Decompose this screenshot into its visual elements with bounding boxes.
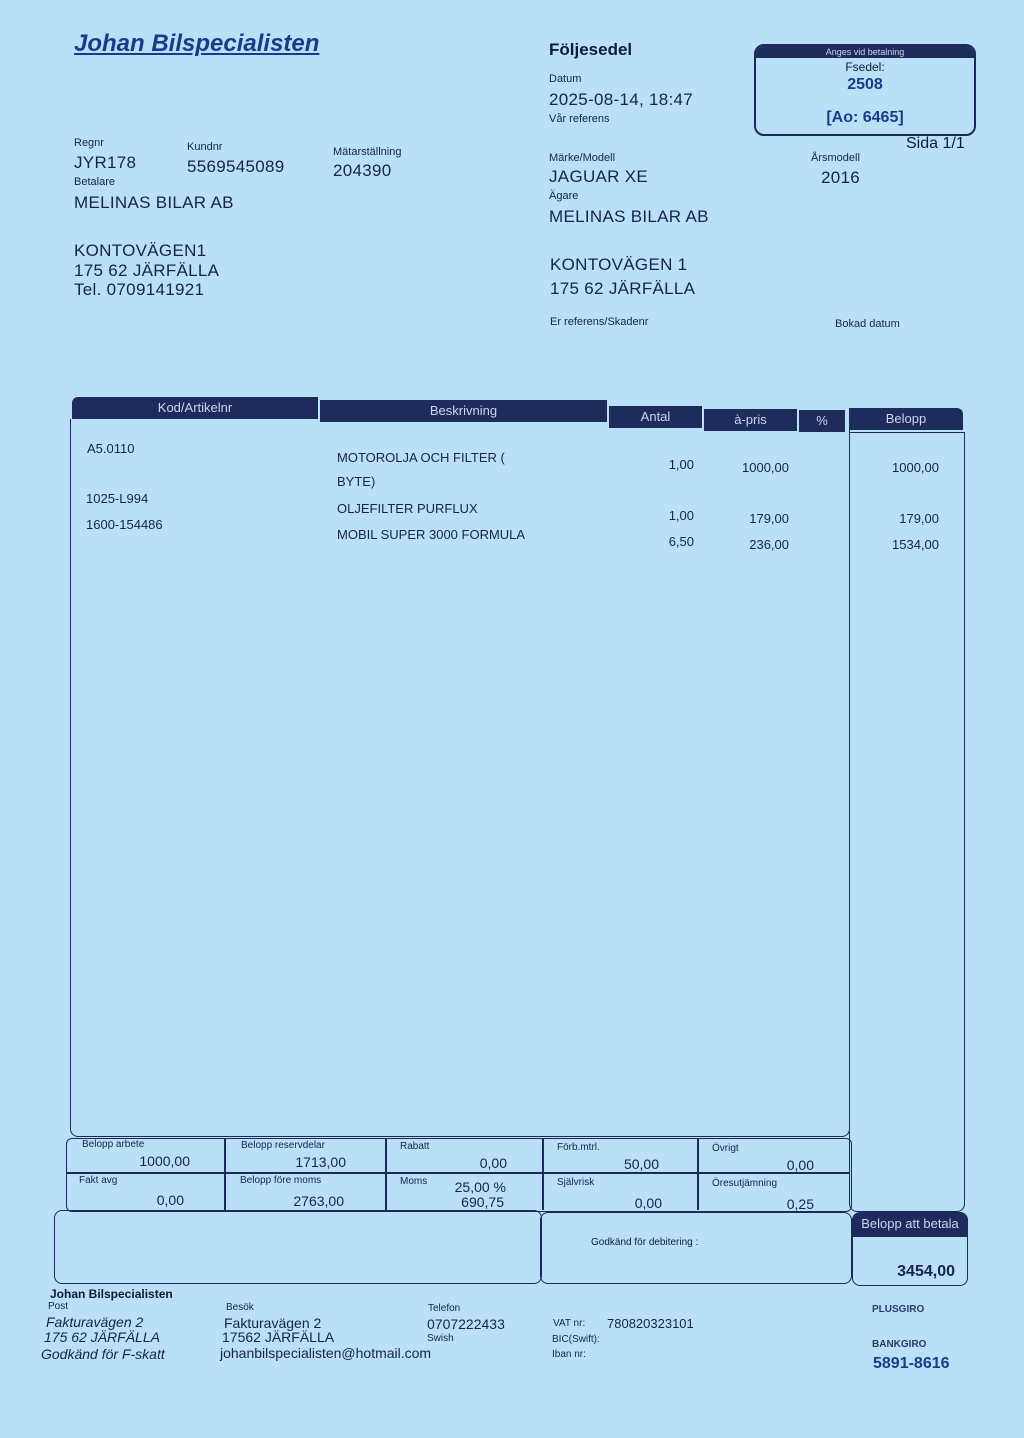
labor-amount-label: Belopp arbete bbox=[82, 1139, 145, 1150]
footer-company: Johan Bilspecialisten bbox=[50, 1287, 173, 1301]
supplies-value: 50,00 bbox=[623, 1156, 659, 1172]
odometer-label: Mätarställning bbox=[333, 146, 402, 158]
date-value: 2025-08-14, 18:47 bbox=[549, 90, 694, 109]
total-due-label: Belopp att betala bbox=[853, 1213, 967, 1237]
summary-col-divider bbox=[697, 1138, 699, 1210]
other-label: Övrigt bbox=[712, 1143, 739, 1154]
regnr-label: Regnr bbox=[74, 137, 104, 149]
vat-label: Moms bbox=[400, 1176, 428, 1187]
make-model-value: JAGUAR XE bbox=[549, 167, 649, 186]
column-unit-price-header: à-pris bbox=[704, 409, 797, 431]
footer-plusgiro-label: PLUSGIRO bbox=[872, 1304, 925, 1315]
owner-name: MELINAS BILAR AB bbox=[549, 207, 709, 226]
odometer-value: 204390 bbox=[333, 161, 392, 180]
claim-reference-label: Er referens/Skadenr bbox=[550, 316, 649, 328]
payer-address-city: 175 62 JÄRFÄLLA bbox=[74, 261, 220, 280]
footer-visit-city: 17562 JÄRFÄLLA bbox=[222, 1329, 335, 1345]
column-code-header: Kod/Artikelnr bbox=[72, 397, 318, 419]
approval-label: Godkänd för debitering : bbox=[591, 1237, 699, 1248]
payer-phone: Tel. 0709141921 bbox=[74, 280, 205, 299]
deductible-value: 0,00 bbox=[634, 1195, 662, 1211]
kundnr-value: 5569545089 bbox=[187, 157, 285, 176]
row-2-amount: 179,00 bbox=[899, 511, 939, 526]
discount-value: 0,00 bbox=[479, 1155, 507, 1171]
pre-vat-label: Belopp före moms bbox=[240, 1175, 322, 1186]
fsedel-label: Fsedel: bbox=[845, 60, 885, 74]
rounding-label: Öresutjämning bbox=[712, 1178, 778, 1189]
footer-post-street: Fakturavägen 2 bbox=[46, 1314, 144, 1330]
vat-percent: 25,00 % bbox=[454, 1179, 506, 1195]
document-type: Följesedel bbox=[549, 40, 633, 59]
owner-address-city: 175 62 JÄRFÄLLA bbox=[550, 279, 696, 298]
make-model-label: Märke/Modell bbox=[549, 152, 616, 164]
row-1-description: MOTOROLJA OCH FILTER ( bbox=[337, 450, 505, 465]
payer-label: Betalare bbox=[74, 176, 115, 188]
footer-bankgiro-label: BANKGIRO bbox=[872, 1339, 927, 1350]
footer-bankgiro-number: 5891-8616 bbox=[873, 1355, 950, 1372]
row-3-code: 1600-154486 bbox=[86, 517, 163, 532]
our-reference-label: Vår referens bbox=[549, 113, 610, 125]
footer-visit-label: Besök bbox=[226, 1302, 254, 1313]
footer-vat-number: 780820323101 bbox=[607, 1316, 694, 1331]
rounding-value: 0,25 bbox=[786, 1196, 814, 1212]
pre-vat-amount: 2763,00 bbox=[293, 1193, 344, 1209]
footer-visit-street: Fakturavägen 2 bbox=[224, 1315, 322, 1331]
owner-address-street: KONTOVÄGEN 1 bbox=[550, 255, 688, 274]
row-2-quantity: 1,00 bbox=[668, 508, 694, 523]
total-due-box bbox=[852, 1212, 968, 1286]
payment-reference-box bbox=[754, 44, 976, 136]
footer-post-city: 175 62 JÄRFÄLLA bbox=[44, 1329, 160, 1345]
supplies-label: Förb.mtrl. bbox=[557, 1142, 600, 1153]
footer-post-label: Post bbox=[48, 1301, 69, 1312]
fsedel-number: 2508 bbox=[847, 76, 883, 93]
row-1-quantity: 1,00 bbox=[668, 457, 694, 472]
column-percent-header: % bbox=[799, 410, 845, 432]
invoice-fee-label: Fakt avg bbox=[79, 1175, 118, 1186]
payer-name: MELINAS BILAR AB bbox=[74, 193, 234, 212]
column-amount-header: Belopp bbox=[849, 408, 963, 430]
row-3-amount: 1534,00 bbox=[892, 537, 939, 552]
invoice-fee: 0,00 bbox=[156, 1192, 184, 1208]
row-2-code: 1025-L994 bbox=[86, 491, 149, 506]
summary-col-divider bbox=[224, 1138, 226, 1210]
booked-date-label: Bokad datum bbox=[835, 318, 900, 330]
footer-bic-label: BIC(Swift): bbox=[552, 1334, 600, 1345]
model-year-value: 2016 bbox=[821, 168, 861, 187]
row-1-amount: 1000,00 bbox=[892, 460, 939, 475]
column-quantity-header: Antal bbox=[609, 406, 702, 428]
discount-label: Rabatt bbox=[400, 1141, 430, 1152]
row-3-quantity: 6,50 bbox=[668, 534, 694, 549]
parts-amount-label: Belopp reservdelar bbox=[241, 1140, 325, 1151]
footer-fskatt: Godkänd för F-skatt bbox=[41, 1346, 165, 1362]
owner-label: Ägare bbox=[549, 190, 579, 202]
row-3-description: MOBIL SUPER 3000 FORMULA bbox=[337, 527, 526, 542]
regnr-value: JYR178 bbox=[74, 153, 137, 172]
row-3-unit-price: 236,00 bbox=[749, 537, 789, 552]
row-2-unit-price: 179,00 bbox=[749, 511, 789, 526]
notes-box bbox=[54, 1210, 542, 1284]
kundnr-label: Kundnr bbox=[187, 141, 223, 153]
column-description-header: Beskrivning bbox=[320, 400, 607, 422]
row-1-unit-price: 1000,00 bbox=[742, 460, 789, 475]
approval-box bbox=[540, 1212, 852, 1284]
other-value: 0,00 bbox=[786, 1157, 814, 1173]
summary-col-divider bbox=[542, 1138, 544, 1210]
footer-vat-label: VAT nr: bbox=[553, 1318, 586, 1329]
footer-phone: 0707222433 bbox=[427, 1316, 505, 1332]
page-number: Sida 1/1 bbox=[906, 135, 965, 152]
footer-iban-label: Iban nr: bbox=[552, 1349, 586, 1360]
model-year-label: Årsmodell bbox=[811, 152, 860, 164]
labor-amount: 1000,00 bbox=[139, 1153, 190, 1169]
deductible-label: Självrisk bbox=[557, 1177, 595, 1188]
company-name: Johan Bilspecialisten bbox=[74, 30, 320, 57]
footer-phone-label: Telefon bbox=[428, 1303, 461, 1314]
parts-amount: 1713,00 bbox=[295, 1154, 346, 1170]
footer-swish-label: Swish bbox=[427, 1333, 454, 1344]
date-label: Datum bbox=[549, 73, 582, 85]
row-1-code: A5.0110 bbox=[87, 441, 135, 456]
payment-box-header: Anges vid betalning bbox=[756, 46, 974, 58]
row-2-description: OLJEFILTER PURFLUX bbox=[337, 501, 478, 516]
row-1-description-cont: BYTE) bbox=[337, 474, 376, 489]
payer-address-street: KONTOVÄGEN1 bbox=[74, 241, 207, 260]
total-due-amount: 3454,00 bbox=[897, 1263, 955, 1280]
footer-email: johanbilspecialisten@hotmail.com bbox=[220, 1345, 432, 1361]
vat-amount: 690,75 bbox=[461, 1194, 504, 1210]
summary-col-divider bbox=[385, 1138, 387, 1210]
ao-number: [Ao: 6465] bbox=[826, 109, 904, 126]
